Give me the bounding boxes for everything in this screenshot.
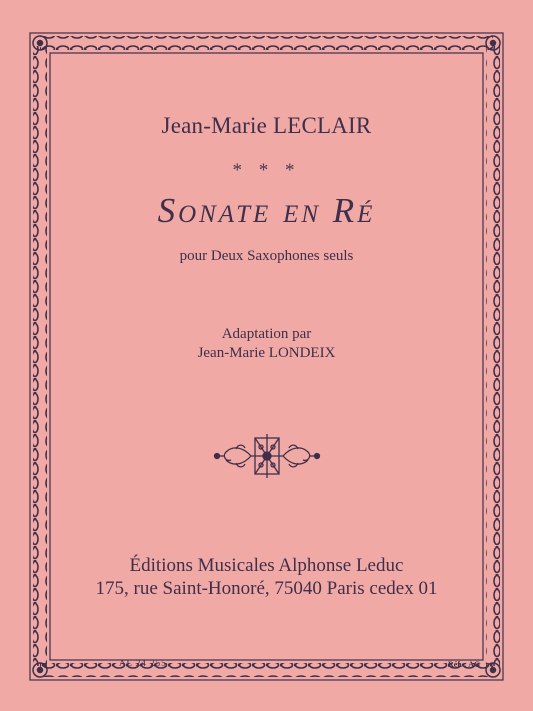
central-ornament-icon [212,432,322,480]
catalog-number: AL 24 255 [119,658,167,668]
adaptation-credit [0,325,533,363]
publisher-name: Éditions Musicales Alphonse Leduc [129,555,404,576]
work-title: Sonate en Ré [157,191,376,230]
reference-code: Réf. : AG [448,660,481,669]
asterism-ornament: * * * [232,160,301,181]
publisher-block [0,554,533,600]
composer-name: Jean-Marie LECLAIR [161,113,372,138]
adaptation-label: Adaptation par [221,326,312,342]
arranger-name: Jean-Marie LONDEIX [197,345,336,361]
publisher-address: 175, rue Saint-Honoré, 75040 Paris cedex 01 [95,578,438,599]
instrumentation-subtitle: pour Deux Saxophones seuls [179,248,354,264]
